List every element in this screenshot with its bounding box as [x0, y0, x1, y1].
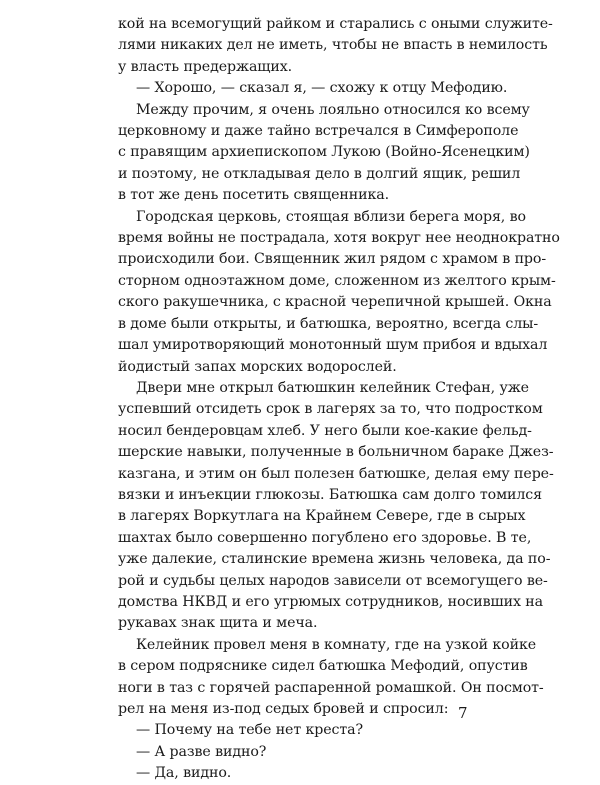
text-line: шахтах было совершенно погублено его здоровье. В те,: [118, 529, 532, 546]
page-number: 7: [458, 704, 468, 722]
text-line: кой на всемогущий райком и старались с оными служите-: [118, 16, 553, 32]
text-line: — А разве видно?: [136, 743, 267, 760]
text-line: — Да, видно.: [136, 765, 232, 782]
text-line: успевший отсидеть срок в лагерях за то, что подростком: [118, 401, 543, 418]
text-line: сторном одноэтажном доме, сложенном из желтого крым-: [118, 272, 556, 289]
text-line: Келейник провел меня в комнату, где на узкой койке: [136, 636, 537, 653]
text-line: казгана, и этим он был полезен батюшке, делая ему пере-: [118, 465, 554, 482]
text-line: лями никаких дел не иметь, чтобы не впасть в немилость: [118, 37, 548, 54]
text-line: ноги в таз с горячей распаренной ромашкой. Он посмот-: [118, 679, 544, 696]
text-line: Городская церковь, стоящая вблизи берега моря, во: [136, 208, 526, 225]
text-line: йодистый запах морских водорослей.: [118, 358, 397, 375]
text-line: в лагерях Воркутлага на Крайнем Севере, где в сырых: [118, 508, 526, 525]
text-line: Между прочим, я очень лояльно относился ко всему: [136, 101, 530, 118]
text-line: в тот же день посетить священника.: [118, 187, 390, 204]
text-line: вязки и инъекции глюкозы. Батюшка сам долго томился: [118, 486, 543, 503]
text-line: происходили бои. Священник жил рядом с храмом в про-: [118, 251, 547, 268]
text-line: ского ракушечника, с красной черепичной крышей. Окна: [118, 294, 552, 311]
text-line: в сером подряснике сидел батюшка Мефодий, опустив: [118, 658, 528, 675]
text-line: — Почему на тебе нет креста?: [136, 722, 364, 739]
text-line: время войны не пострадала, хотя вокруг нее неоднократно: [118, 230, 560, 247]
body-text: [118, 14, 560, 785]
text-line: уже далекие, сталинские времена жизнь человека, да по-: [118, 551, 551, 568]
text-line: в доме были открыты, и батюшка, вероятно, всегда слы-: [118, 315, 539, 332]
text-line: рой и судьбы целых народов зависели от всемогущего ве-: [118, 572, 548, 589]
text-line: рел на меня из-под седых бровей и спросил:: [118, 701, 449, 717]
text-line: шерские навыки, полученные в больничном бараке Джез-: [118, 444, 554, 461]
text-line: домства НКВД и его угрюмых сотрудников, носивших на: [118, 593, 543, 610]
text-line: Двери мне открыл батюшкин келейник Стефан, уже: [136, 379, 529, 396]
text-line: у власть предержащих.: [118, 58, 293, 75]
text-line: и поэтому, не откладывая дело в долгий ящик, решил: [118, 165, 521, 182]
text-line: церковному и даже тайно встречался в Симферополе: [118, 123, 519, 140]
text-line: с правящим архиепископом Лукою (Войно-Ясенецким): [118, 144, 530, 161]
text-line: рукавах знак щита и меча.: [118, 615, 318, 632]
text-line: шал умиротворяющий монотонный шум прибоя и вдыхал: [118, 337, 548, 354]
text-line: — Хорошо, — сказал я, — схожу к отцу Мефодию.: [136, 80, 508, 97]
text-line: носил бендеровцам хлеб. У него были кое-какие фельд-: [118, 422, 532, 439]
